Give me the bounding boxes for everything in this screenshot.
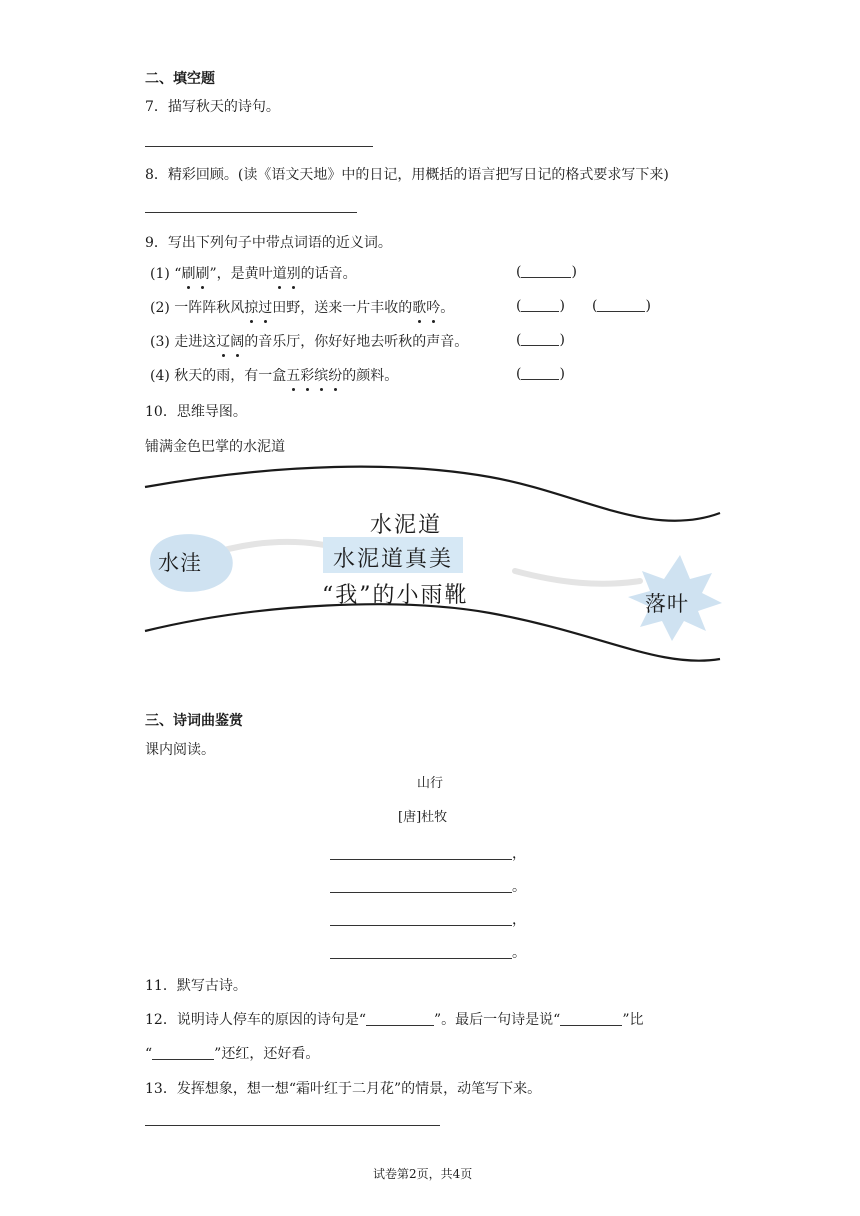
mind-map-subtitle: 铺满金色巴掌的水泥道	[145, 439, 285, 455]
q12-blank-1[interactable]	[366, 1011, 434, 1026]
q9-item-3: (3) 走进这辽阔的音乐厅，你好好地去听秋的声音。	[150, 331, 468, 351]
q9-item-2: (2) 一阵阵秋风掠过田野，送来一片丰收的歌吟。	[150, 297, 454, 317]
q9-answer-2b[interactable]: ( )	[592, 298, 651, 314]
poem-line-1[interactable]: ，	[330, 843, 526, 863]
poem-line-4[interactable]: 。	[330, 942, 526, 962]
mind-map-node-bottom: “我”的小雨靴	[322, 583, 469, 608]
poem-line-3[interactable]: ，	[330, 909, 526, 929]
q9-answer-1[interactable]: ( )	[516, 264, 577, 280]
q9-item-4: (4) 秋天的雨，有一盒五彩缤纷的颜料。	[150, 365, 398, 385]
q12-blank-2[interactable]	[560, 1011, 622, 1026]
question-9: 9．写出下列句子中带点词语的近义词。	[145, 235, 392, 251]
mind-map-node-center: 水泥道真美	[333, 547, 454, 572]
page-footer: 试卷第2页，共4页	[373, 1167, 473, 1181]
section-heading-poetry: 三、诗词曲鉴赏	[145, 713, 243, 729]
mind-map-node-top: 水泥道	[370, 513, 443, 538]
question-7: 7．描写秋天的诗句。	[145, 99, 280, 115]
q9-answer-2a[interactable]: ( )	[516, 298, 565, 314]
q9-item-1: (1) “刷刷”，是黄叶道别的话音。	[150, 263, 357, 283]
question-12-line-1: 12．说明诗人停车的原因的诗句是“ ”。最后一句诗是说“ ”比	[145, 1012, 644, 1028]
question-11: 11．默写古诗。	[145, 978, 247, 994]
poem-line-2[interactable]: 。	[330, 876, 526, 896]
reading-intro: 课内阅读。	[145, 742, 215, 758]
section-heading-fill-blank: 二、填空题	[145, 71, 215, 87]
answer-line-13[interactable]	[145, 1125, 440, 1126]
answer-line-8[interactable]	[145, 212, 357, 213]
question-8: 8．精彩回顾。(读《语文天地》中的日记，用概括的语言把写日记的格式要求写下来)	[145, 167, 669, 183]
poem-author: [唐]杜牧	[398, 810, 448, 825]
answer-line-7[interactable]	[145, 146, 373, 147]
mind-map-node-right: 落叶	[645, 592, 689, 616]
q12-blank-3[interactable]	[152, 1045, 214, 1060]
q9-answer-3[interactable]: ( )	[516, 332, 565, 348]
poem-title: 山行	[417, 776, 444, 791]
q9-answer-4[interactable]: ( )	[516, 366, 565, 382]
mind-map-bottom-curve	[145, 604, 720, 660]
mind-map-swoosh-right	[515, 571, 640, 584]
question-13: 13．发挥想象，想一想“霜叶红于二月花”的情景，动笔写下来。	[145, 1081, 542, 1097]
question-10: 10．思维导图。	[145, 404, 247, 420]
mind-map-node-left: 水洼	[158, 551, 202, 575]
question-12-line-2: “ ”还红，还好看。	[145, 1046, 320, 1062]
